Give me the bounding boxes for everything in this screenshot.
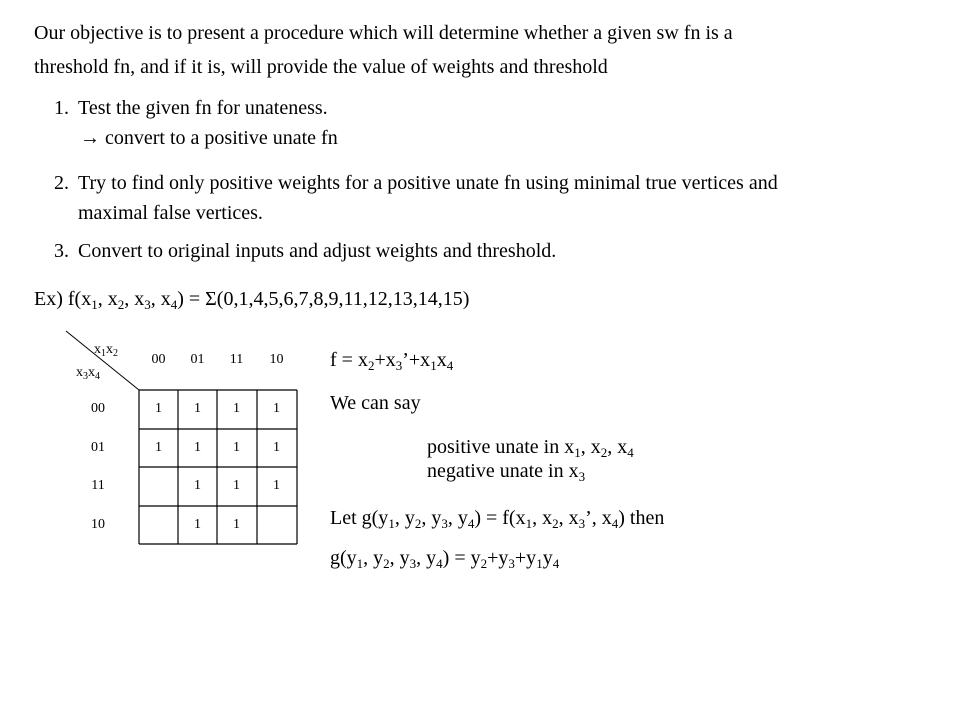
kmap-row-header: 10 — [91, 517, 105, 532]
kmap-cell: 1 — [233, 440, 240, 455]
kmap-col-header: 10 — [269, 352, 284, 367]
kmap-cell: 1 — [233, 401, 240, 416]
negative-unate-statement: negative unate in $x_3$ — [427, 460, 586, 484]
step-1-text: Test the given fn for unateness. — [78, 97, 328, 119]
g-expression: $g(y_1$, $y_2$, $y_3$, $y_4) = y_2+y_3+y_1y_4$ — [330, 547, 560, 571]
kmap-cell: 1 — [273, 401, 280, 416]
intro-line-1: Our objective is to present a procedure which will determine whether a given sw fn is a — [34, 22, 733, 44]
kmap-cell: 1 — [155, 401, 162, 416]
kmap-cell: 1 — [155, 440, 162, 455]
intro-line-2: threshold fn, and if it is, will provide the value of weights and threshold — [34, 56, 608, 78]
kmap-cell: 1 — [194, 478, 201, 493]
kmap-cell: 1 — [194, 517, 201, 532]
kmap-cell: 1 — [194, 401, 201, 416]
kmap-column-variable: $x_1x_2$ — [94, 342, 118, 359]
example-minterms: (0,1,4,5,6,7,8,9,11,12,13,14,15) — [216, 288, 470, 310]
kmap-cell: 1 — [194, 440, 201, 455]
step-2-continuation: maximal false vertices. — [78, 202, 263, 224]
kmap-cell: 1 — [233, 517, 240, 532]
kmap-col-header: 11 — [229, 352, 244, 367]
step-3-number: 3. — [54, 240, 69, 262]
kmap-row-header: 00 — [91, 401, 105, 416]
step-2-number: 2. — [54, 172, 69, 194]
positive-unate-statement: positive unate in $x_1$, $x_2$, $x_4$ — [427, 436, 634, 460]
kmap-cell: 1 — [233, 478, 240, 493]
example-function: Ex) $f(x_1$, $x_2$, $x_3$, $x_4) = \Sigma(0,1,4,5,6,7,8,9,11,12,13,14,15)$ — [34, 288, 470, 312]
kmap-row-header: 11 — [91, 478, 105, 493]
kmap-row-variable: $x_3x_4$ — [76, 365, 100, 382]
step-1-number: 1. — [54, 97, 69, 119]
let-g-statement: Let $g(y_1$, $y_2$, $y_3$, $y_4) = f(x_1$, $x_2$, $x_3$’, $x_4$) then — [330, 507, 665, 531]
kmap-cell: 1 — [273, 478, 280, 493]
we-can-say: We can say — [330, 392, 421, 414]
kmap-col-header: 00 — [151, 352, 166, 367]
kmap-col-header: 01 — [190, 352, 205, 367]
f-expression: $f = x_2+x_3’+x_1x_4$ — [330, 349, 454, 373]
step-1-subtext: → convert to a positive unate fn — [80, 127, 338, 149]
step-3-text: Convert to original inputs and adjust weights and threshold. — [78, 240, 557, 262]
step-2-text: Try to find only positive weights for a positive unate fn using minimal true vertices and — [78, 172, 778, 194]
kmap-row-header: 01 — [91, 440, 105, 455]
kmap-cell: 1 — [273, 440, 280, 455]
